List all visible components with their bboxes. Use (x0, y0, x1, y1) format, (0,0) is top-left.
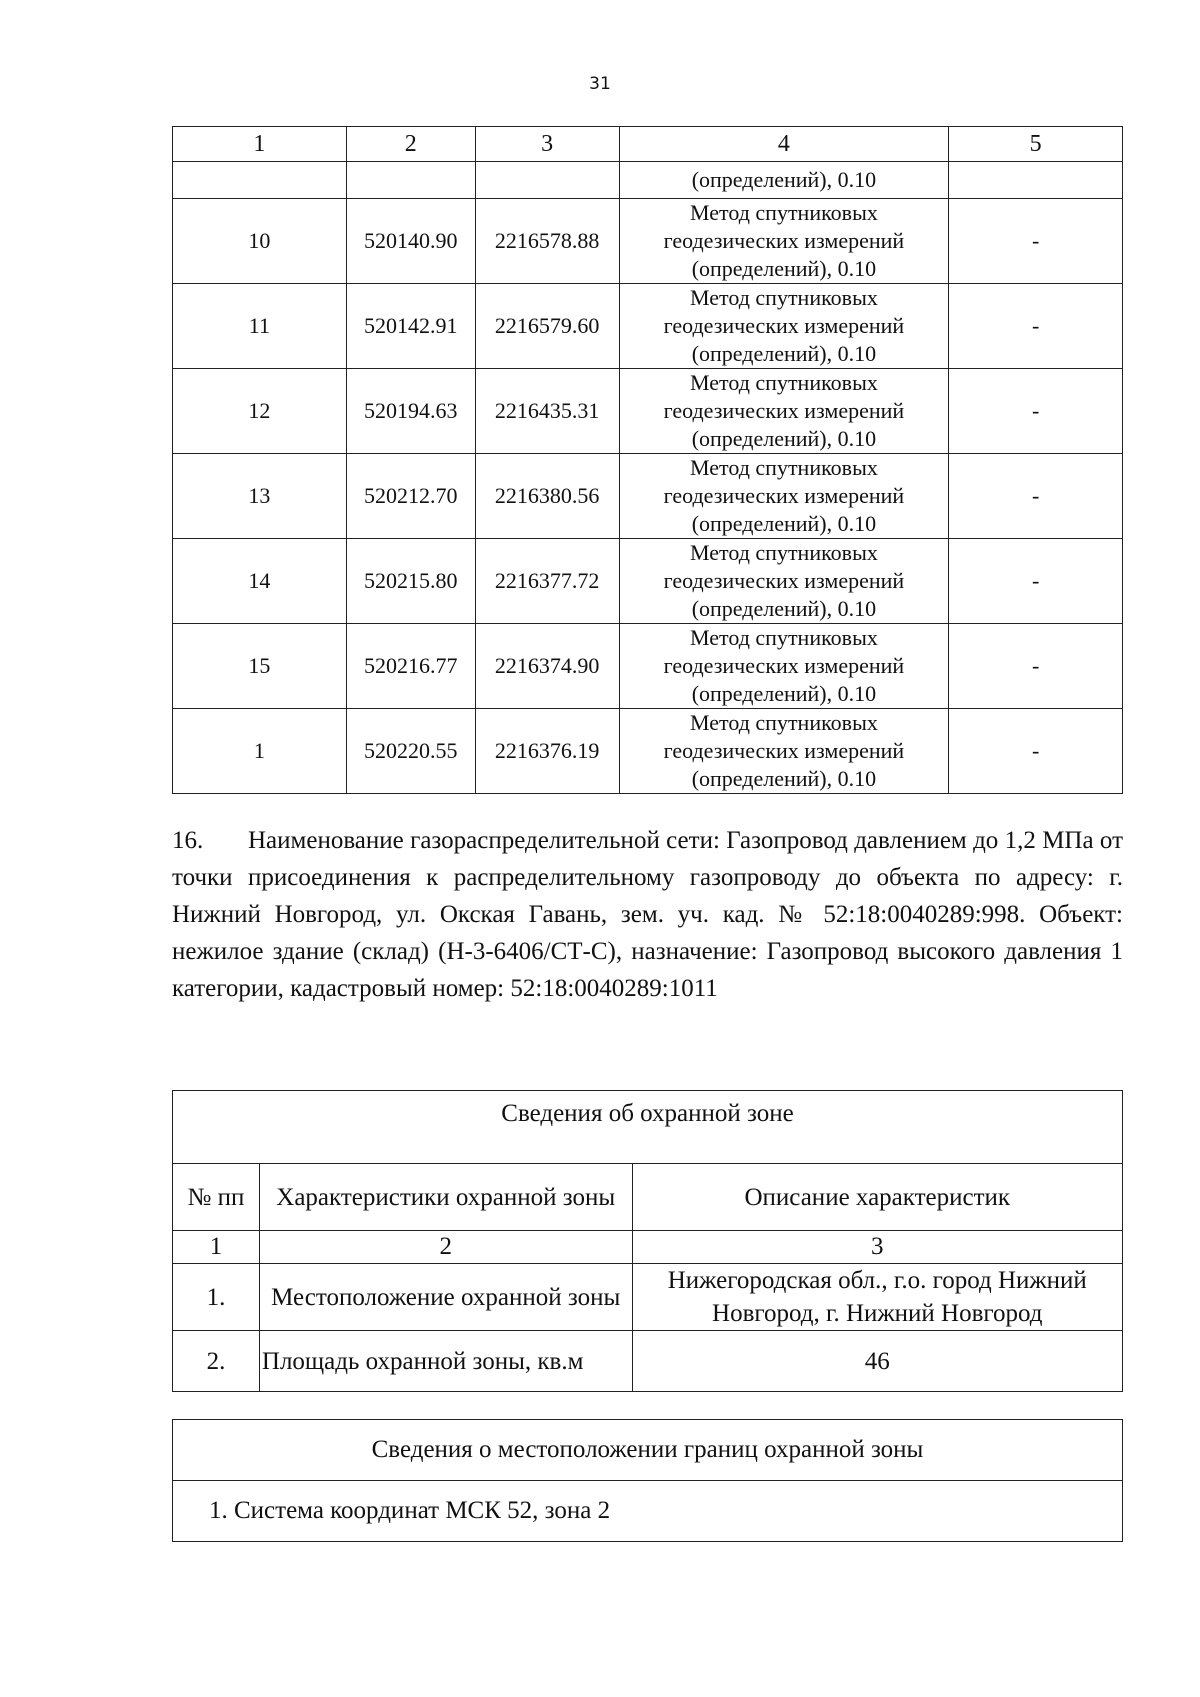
table-index-row (173, 1231, 1123, 1264)
header-cell: Описание характеристик (632, 1164, 1122, 1231)
x-cell: 520194.63 (346, 369, 475, 454)
table-row (173, 1264, 1123, 1331)
method-cell: Метод спутниковых геодезических измерений (определений), 0.10 (619, 539, 949, 624)
x-cell: 520220.55 (346, 709, 475, 794)
table-row (173, 369, 1123, 454)
y-cell: 2216578.88 (475, 199, 619, 284)
note-cell: - (949, 539, 1123, 624)
method-cell: Метод спутниковых геодезических измерений (определений), 0.10 (619, 284, 949, 369)
method-cell: Метод спутниковых геодезических измерений (определений), 0.10 (619, 369, 949, 454)
header-cell: 4 (619, 127, 949, 162)
header-cell: 1 (173, 127, 347, 162)
section-16-paragraph (172, 822, 1123, 1007)
x-cell: 520216.77 (346, 624, 475, 709)
zone-boundaries-table (172, 1419, 1123, 1542)
characteristic-cell: Местоположение охранной зоны (259, 1264, 632, 1331)
table-row (173, 709, 1123, 794)
row-number-cell: 1. (173, 1264, 260, 1331)
header-cell: 2 (346, 127, 475, 162)
table-title-row (173, 1420, 1123, 1481)
method-cell: Метод спутниковых геодезических измерений (определений), 0.10 (619, 454, 949, 539)
table-row (173, 539, 1123, 624)
y-cell: 2216435.31 (475, 369, 619, 454)
note-cell: - (949, 284, 1123, 369)
point-cell: 12 (173, 369, 347, 454)
row-number-cell: 2. (173, 1331, 260, 1392)
characteristic-cell: Площадь охранной зоны, кв.м (259, 1331, 632, 1392)
note-cell: - (949, 624, 1123, 709)
index-cell: 3 (632, 1231, 1122, 1264)
header-cell: Характеристики охранной зоны (259, 1164, 632, 1231)
table-row (173, 454, 1123, 539)
table-row (173, 1481, 1123, 1542)
point-cell: 10 (173, 199, 347, 284)
point-cell: 13 (173, 454, 347, 539)
zone-table-title: Сведения об охранной зоне (173, 1091, 1123, 1164)
point-cell: 1 (173, 709, 347, 794)
x-cell: 520215.80 (346, 539, 475, 624)
description-cell: Нижегородская обл., г.о. город Нижний Новгород, г. Нижний Новгород (632, 1264, 1122, 1331)
table-header-row (173, 1164, 1123, 1231)
note-cell: - (949, 709, 1123, 794)
header-cell: № пп (173, 1164, 260, 1231)
table-title-row (173, 1091, 1123, 1164)
header-cell: 3 (475, 127, 619, 162)
x-cell: 520212.70 (346, 454, 475, 539)
table-row (173, 284, 1123, 369)
coordinates-table (172, 126, 1123, 794)
method-cell: Метод спутниковых геодезических измерений (определений), 0.10 (619, 199, 949, 284)
method-cell: Метод спутниковых геодезических измерений (определений), 0.10 (619, 709, 949, 794)
bounds-table-title: Сведения о местоположении границ охранной зоны (173, 1420, 1123, 1481)
note-cell: - (949, 454, 1123, 539)
description-cell: 46 (632, 1331, 1122, 1392)
index-cell: 2 (259, 1231, 632, 1264)
table-row (173, 1331, 1123, 1392)
table-header-row (173, 127, 1123, 162)
table-row (173, 162, 1123, 199)
note-cell: - (949, 369, 1123, 454)
y-cell: 2216376.19 (475, 709, 619, 794)
index-cell: 1 (173, 1231, 260, 1264)
table-row (173, 199, 1123, 284)
coordinate-system-cell: 1. Система координат МСК 52, зона 2 (173, 1481, 1123, 1542)
page-number: 31 (589, 74, 611, 94)
y-cell: 2216374.90 (475, 624, 619, 709)
table-row (173, 624, 1123, 709)
y-cell: 2216579.60 (475, 284, 619, 369)
point-cell: 14 (173, 539, 347, 624)
point-cell: 15 (173, 624, 347, 709)
point-cell: 11 (173, 284, 347, 369)
y-cell: 2216380.56 (475, 454, 619, 539)
x-cell: 520140.90 (346, 199, 475, 284)
method-cell: (определений), 0.10 (619, 162, 949, 199)
y-cell: 2216377.72 (475, 539, 619, 624)
method-cell: Метод спутниковых геодезических измерений (определений), 0.10 (619, 624, 949, 709)
section-number: 16. (172, 827, 204, 854)
section-text: Наименование газораспределительной сети: Газопровод давлением до 1,2 МПа от точки присоединения к распределительному газопроводу до объекта по адресу: г. Нижний Новгород, ул. Окская Гавань, зем. уч. кад. № 52:18:0040289:998. Объект: нежилое здание (склад) (Н-3-6406/СТ-С), назначение: Газопровод высокого давления 1 категории, кадастровый номер: 52:18:0040289:1011 (172, 827, 1123, 1002)
note-cell: - (949, 199, 1123, 284)
x-cell: 520142.91 (346, 284, 475, 369)
header-cell: 5 (949, 127, 1123, 162)
protection-zone-table (172, 1090, 1123, 1392)
